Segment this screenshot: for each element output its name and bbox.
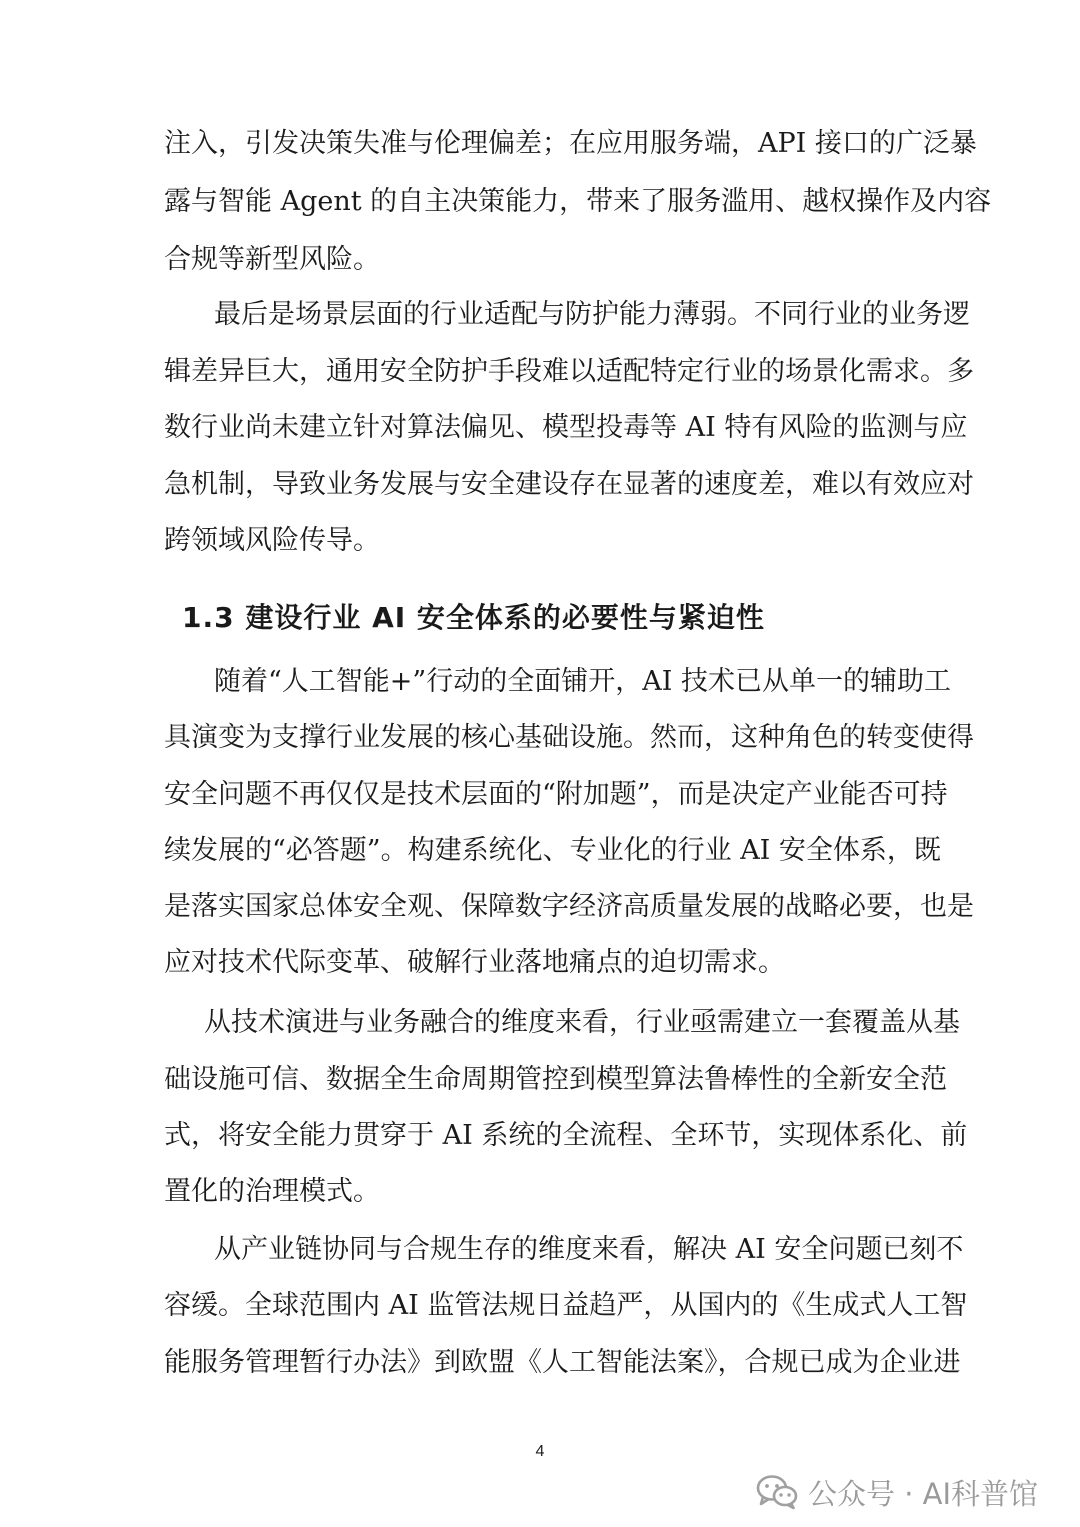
paragraph-2-line-3: 数行业尚未建立针对算法偏见、模型投毒等 AI 特有风险的监测与应 [164,412,968,443]
paragraph-3-line-4: 续发展的“必答题”。构建系统化、专业化的行业 AI 安全体系，既 [164,835,941,866]
paragraph-2-line-4: 急机制，导致业务发展与安全建设存在显著的速度差，难以有效应对 [164,469,974,500]
paragraph-5-line-3: 能服务管理暂行办法》到欧盟《人工智能法案》，合规已成为企业进 [164,1347,961,1378]
paragraph-2-line-5: 跨领域风险传导。 [164,525,380,556]
paragraph-1-line-1: 注入，引发决策失准与伦理偏差；在应用服务端，API 接口的广泛暴 [164,128,977,159]
watermark [756,1470,1038,1514]
paragraph-5-line-2: 容缓。全球范围内 AI 监管法规日益趋严，从国内的《生成式人工智 [164,1290,968,1321]
paragraph-3-line-3: 安全问题不再仅仅是技术层面的“附加题”，而是决定产业能否可持 [164,779,948,810]
paragraph-3-line-5: 是落实国家总体安全观、保障数字经济高质量发展的战略必要，也是 [164,891,974,922]
paragraph-1-line-3: 合规等新型风险。 [164,244,380,275]
paragraph-3-line-1: 随着“人工智能+”行动的全面铺开，AI 技术已从单一的辅助工 [214,666,951,697]
paragraph-4-line-4: 置化的治理模式。 [164,1176,380,1207]
paragraph-3-line-2: 具演变为支撑行业发展的核心基础设施。然而，这种角色的转变使得 [164,722,974,753]
paragraph-1-line-2: 露与智能 Agent 的自主决策能力，带来了服务滥用、越权操作及内容 [164,186,992,217]
paragraph-4-line-3: 式，将安全能力贯穿于 AI 系统的全流程、全环节，实现体系化、前 [164,1120,968,1151]
paragraph-3-line-6: 应对技术代际变革、破解行业落地痛点的迫切需求。 [164,947,785,978]
paragraph-2-line-1: 最后是场景层面的行业适配与防护能力薄弱。不同行业的业务逻 [214,299,970,330]
section-heading: 1.3 建设行业 AI 安全体系的必要性与紧迫性 [182,601,765,634]
wechat-icon [756,1474,798,1510]
paragraph-2-line-2: 辑差异巨大，通用安全防护手段难以适配特定行业的场景化需求。多 [164,356,974,387]
paragraph-4-line-2: 础设施可信、数据全生命周期管控到模型算法鲁棒性的全新安全范 [164,1064,947,1095]
paragraph-4-line-1: 从技术演进与业务融合的维度来看，行业亟需建立一套覆盖从基 [204,1007,960,1038]
paragraph-5-line-1: 从产业链协同与合规生存的维度来看，解决 AI 安全问题已刻不 [214,1234,964,1265]
watermark-text: 公众号 · AI科普馆 [808,1476,1039,1511]
page-number: 4 [535,1443,545,1460]
